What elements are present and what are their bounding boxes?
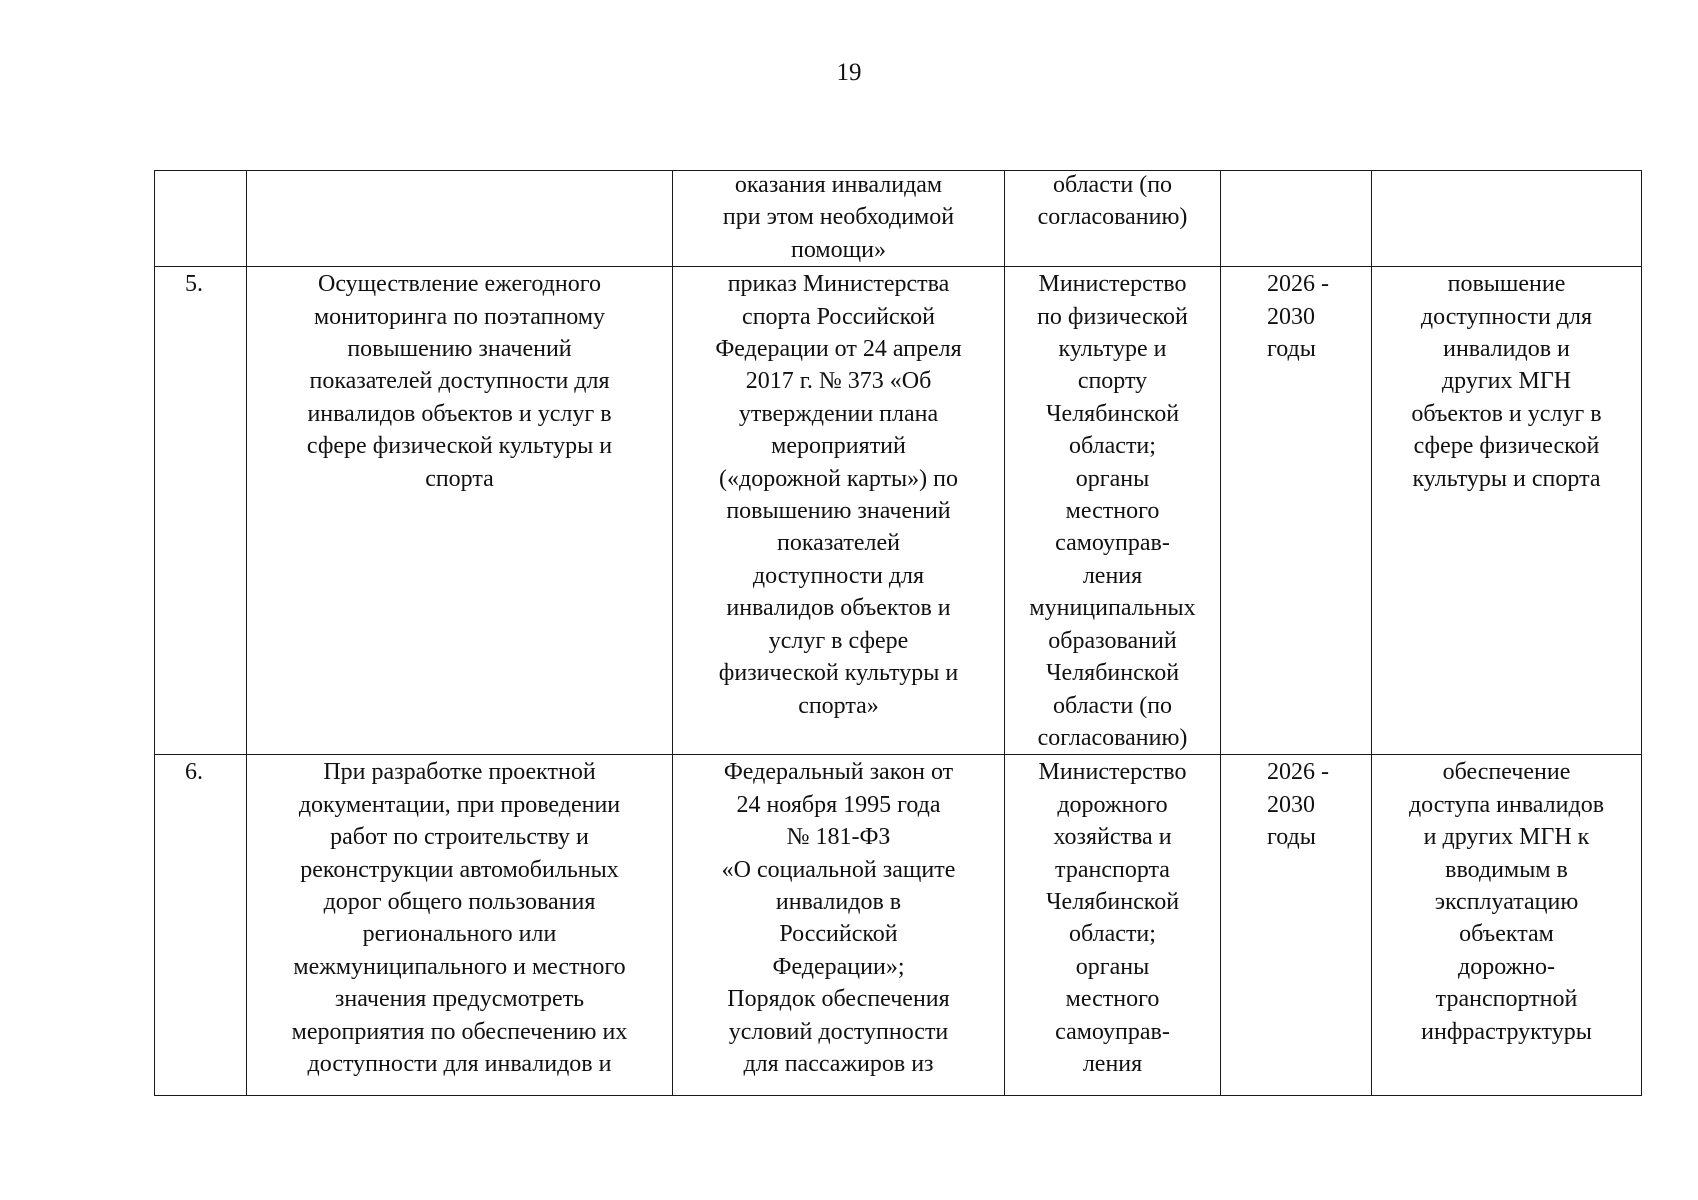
cell-activity: Осуществление ежегодного мониторинга по поэтапному повышению значений показателей доступности для инвалидов объектов и услуг в сфере физической культуры и спорта — [247, 267, 673, 755]
table-row — [155, 755, 1642, 1096]
page-number: 19 — [836, 59, 862, 86]
table-row — [155, 267, 1642, 755]
cell-result: обеспечение доступа инвалидов и других МГН к вводимым в эксплуатацию объектам дорожно- транспортной инфраструктуры — [1372, 755, 1642, 1096]
cell-responsible: Министерство дорожного хозяйства и транспорта Челябинской области; органы местного самоуправ- ления — [1005, 755, 1221, 1096]
cell-responsible: Министерство по физической культуре и спорту Челябинской области; органы местного самоуправ- ления муниципальных образований Челябинской области (по согласованию) — [1005, 267, 1221, 755]
cell-activity: При разработке проектной документации, при проведении работ по строительству и реконструкции автомобильных дорог общего пользования регионального или межмуниципального и местного значения предусмотреть мероприятия по обеспечению их доступности для инвалидов и — [247, 755, 673, 1096]
table-row — [155, 171, 1642, 267]
cell-term: 2026 - 2030 годы — [1221, 267, 1372, 755]
cell-responsible: области (по согласованию) — [1005, 171, 1221, 267]
cell-term: 2026 - 2030 годы — [1221, 755, 1372, 1096]
cell-legal-basis: приказ Министерства спорта Российской Федерации от 24 апреля 2017 г. № 373 «Об утверждении плана мероприятий («дорожной карты») по повышению значений показателей доступности для инвалидов объектов и услуг в сфере физической культуры и спорта» — [673, 267, 1005, 755]
cell-legal-basis: оказания инвалидам при этом необходимой помощи» — [673, 171, 1005, 267]
cell-number: 6. — [155, 755, 247, 1096]
cell-result: повышение доступности для инвалидов и других МГН объектов и услуг в сфере физической культуры и спорта — [1372, 267, 1642, 755]
cell-number — [155, 171, 247, 267]
cell-legal-basis: Федеральный закон от 24 ноября 1995 года № 181-ФЗ «О социальной защите инвалидов в Российской Федерации»; Порядок обеспечения условий доступности для пассажиров из — [673, 755, 1005, 1096]
cell-number: 5. — [155, 267, 247, 755]
measures-table — [154, 170, 1642, 1096]
cell-activity — [247, 171, 673, 267]
cell-result — [1372, 171, 1642, 267]
cell-term — [1221, 171, 1372, 267]
